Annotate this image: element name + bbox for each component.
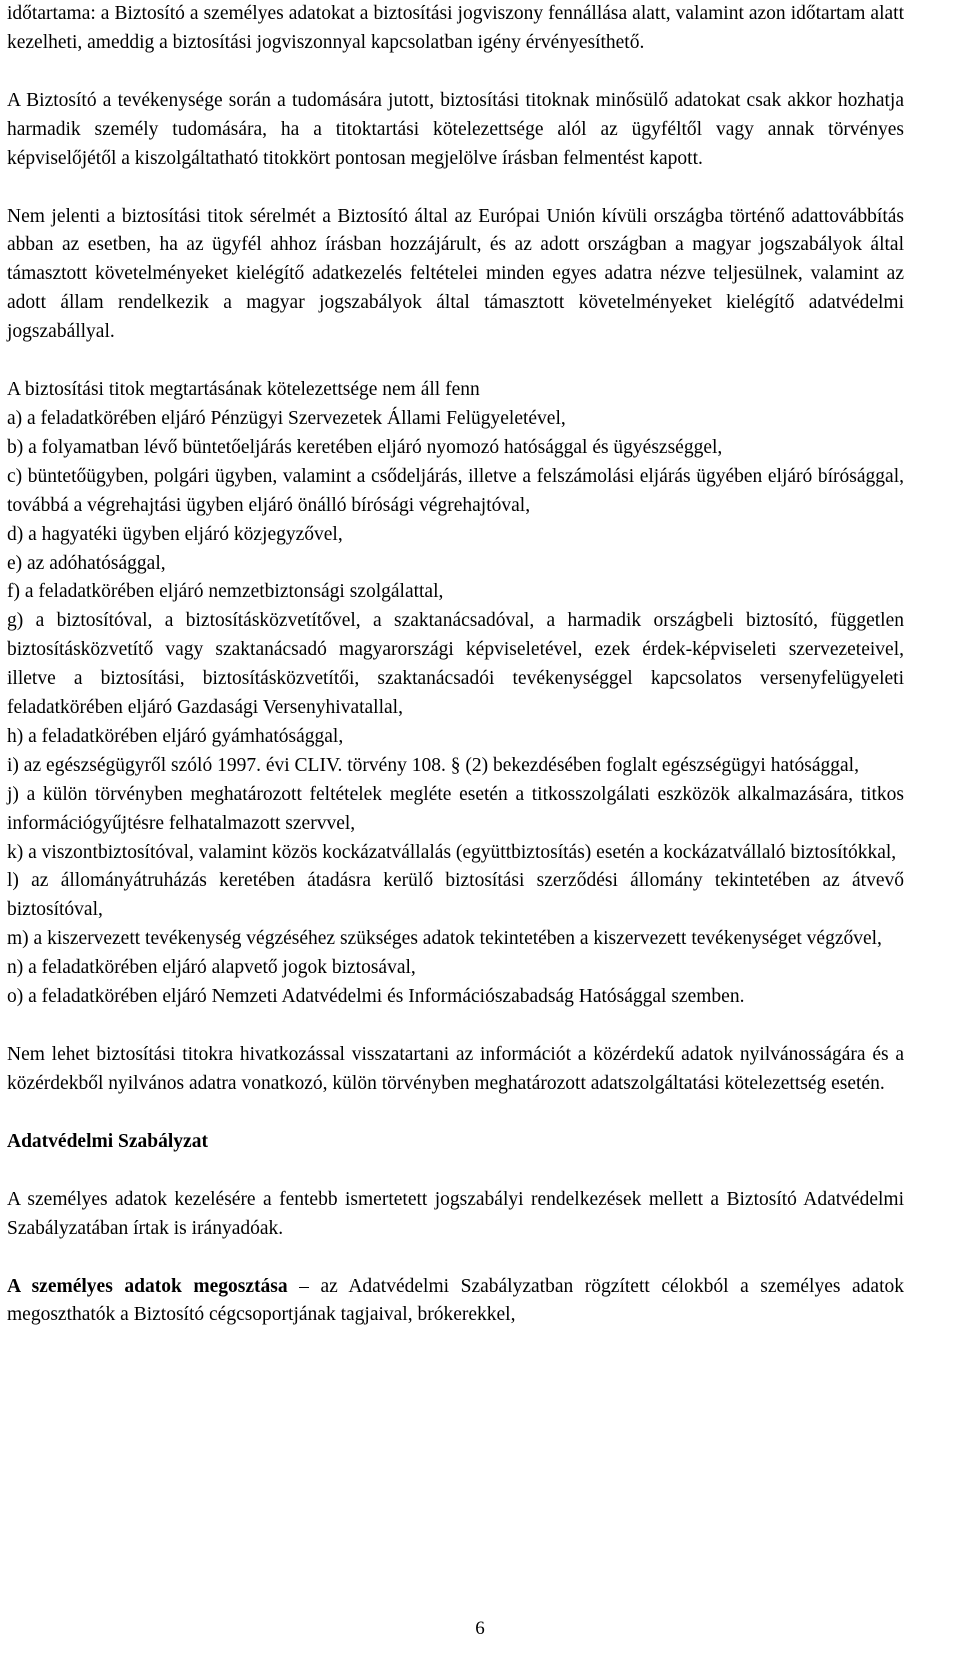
list-item: k) a viszontbiztosítóval, valamint közös kockázatvállalás (együttbiztosítás) esetén a kockázatvállaló biztosítókkal, <box>7 841 897 863</box>
list-item: e) az adóhatósággal, <box>7 552 166 574</box>
list-item: g) a biztosítóval, a biztosításközvetítővel, a szaktanácsadóval, a harmadik országbeli biztosító, független biztosításközvetítő vagy szaktanácsadó magyarországi képviseletével, ezek érdek-képviseleti szervezeteivel, illetve a biztosítási, biztosításközvetítői, szaktanácsadói tevékenységgel kapcsolatos versenyfelügyeleti feladatkörében eljáró Gazdasági Versenyhivatallal, <box>7 610 904 719</box>
list-item: l) az állományátruházás keretében átadásra kerülő biztosítási szerződési állomány tekintetében az átvevő biztosítóval, <box>7 870 904 921</box>
paragraph-insurance-secret: A Biztosító a tevékenysége során a tudomására jutott, biztosítási titoknak minősülő adatokat csak akkor hozhatja harmadik személy tudomására, ha a titoktartási kötelezettsége alól az ügyféltől vagy annak törvényes képviselőjétől a kiszolgáltatható titokkört pontosan megjelölve írásban felmentést kapott. <box>7 89 904 169</box>
list-item: c) büntetőügyben, polgári ügyben, valamint a csődeljárás, illetve a felszámolási eljárás ügyében eljáró bírósággal, továbbá a végrehajtási ügyben eljáró önálló bírósági végrehajtóval, <box>7 465 904 516</box>
list-item: b) a folyamatban lévő büntetőeljárás keretében eljáró nyomozó hatósággal és ügyészséggel, <box>7 436 723 458</box>
paragraph-data-sharing <box>7 1273 904 1331</box>
page-number: 6 <box>475 1618 485 1639</box>
list-intro: A biztosítási titok megtartásának kötelezettsége nem áll fenn <box>7 379 480 401</box>
paragraph-retention-period: időtartama: a Biztosító a személyes adatokat a biztosítási jogviszony fennállása alatt, valamint azon időtartam alatt kezelheti, ameddig a biztosítási jogviszonnyal kapcsolatban igény érvényesíthető. <box>7 3 904 53</box>
paragraph-data-protection-policy: A személyes adatok kezelésére a fentebb ismertetett jogszabályi rendelkezések mellett a Biztosító Adatvédelmi Szabályzatában írtak is irányadóak. <box>7 1188 904 1239</box>
document-page <box>7 0 904 1330</box>
list-item: h) a feladatkörében eljáró gyámhatósággal, <box>7 725 344 747</box>
list-item: f) a feladatkörében eljáró nemzetbiztonsági szolgálattal, <box>7 581 444 603</box>
list-item: j) a külön törvényben meghatározott feltételek megléte esetén a titkosszolgálati eszközök alkalmazására, titkos információgyűjtésre felhatalmazott szervvel, <box>7 783 904 834</box>
list-item: i) az egészségügyről szóló 1997. évi CLIV. törvény 108. § (2) bekezdésében foglalt egészségügyi hatósággal, <box>7 754 859 776</box>
list-item: o) a feladatkörében eljáró Nemzeti Adatvédelmi és Információszabadság Hatósággal szemben. <box>7 986 745 1008</box>
exception-list <box>7 405 904 1012</box>
list-item: d) a hagyatéki ügyben eljáró közjegyzővel, <box>7 523 343 545</box>
paragraph-public-interest: Nem lehet biztosítási titokra hivatkozással visszatartani az információt a közérdekű adatok nyilvánosságára és a közérdekből nyilvános adatra vonatkozó, külön törvényben meghatározott adatszolgáltatási kötelezettség esetén. <box>7 1044 904 1094</box>
list-item: n) a feladatkörében eljáró alapvető jogok biztosával, <box>7 957 416 979</box>
data-sharing-text: – az Adatvédelmi Szabályzatban rögzített célokból a személyes adatok megoszthatók a Biztosító cégcsoportjának tagjaival, brókerekkel, <box>7 1275 904 1326</box>
section-heading: Adatvédelmi Szabályzat <box>7 1130 208 1152</box>
list-item: a) a feladatkörében eljáró Pénzügyi Szervezetek Állami Felügyeletével, <box>7 407 566 429</box>
data-sharing-term: A személyes adatok megosztása <box>7 1275 288 1297</box>
paragraph-data-transfer: Nem jelenti a biztosítási titok sérelmét a Biztosító által az Európai Unión kívüli országba történő adattovábbítás abban az esetben, ha az ügyfél ahhoz írásban hozzájárult, és az adott országban a magyar jogszabályok által támasztott követelményeket kielégítő adatkezelés feltételei minden egyes adatra nézve teljesülnek, valamint az adott állam rendelkezik a magyar jogszabályok által támasztott követelményeket kielégítő adatvédelmi jogszabállyal. <box>7 205 904 343</box>
list-item: m) a kiszervezett tevékenység végzéséhez szükséges adatok tekintetében a kiszervezett tevékenységet végzővel, <box>7 928 882 950</box>
